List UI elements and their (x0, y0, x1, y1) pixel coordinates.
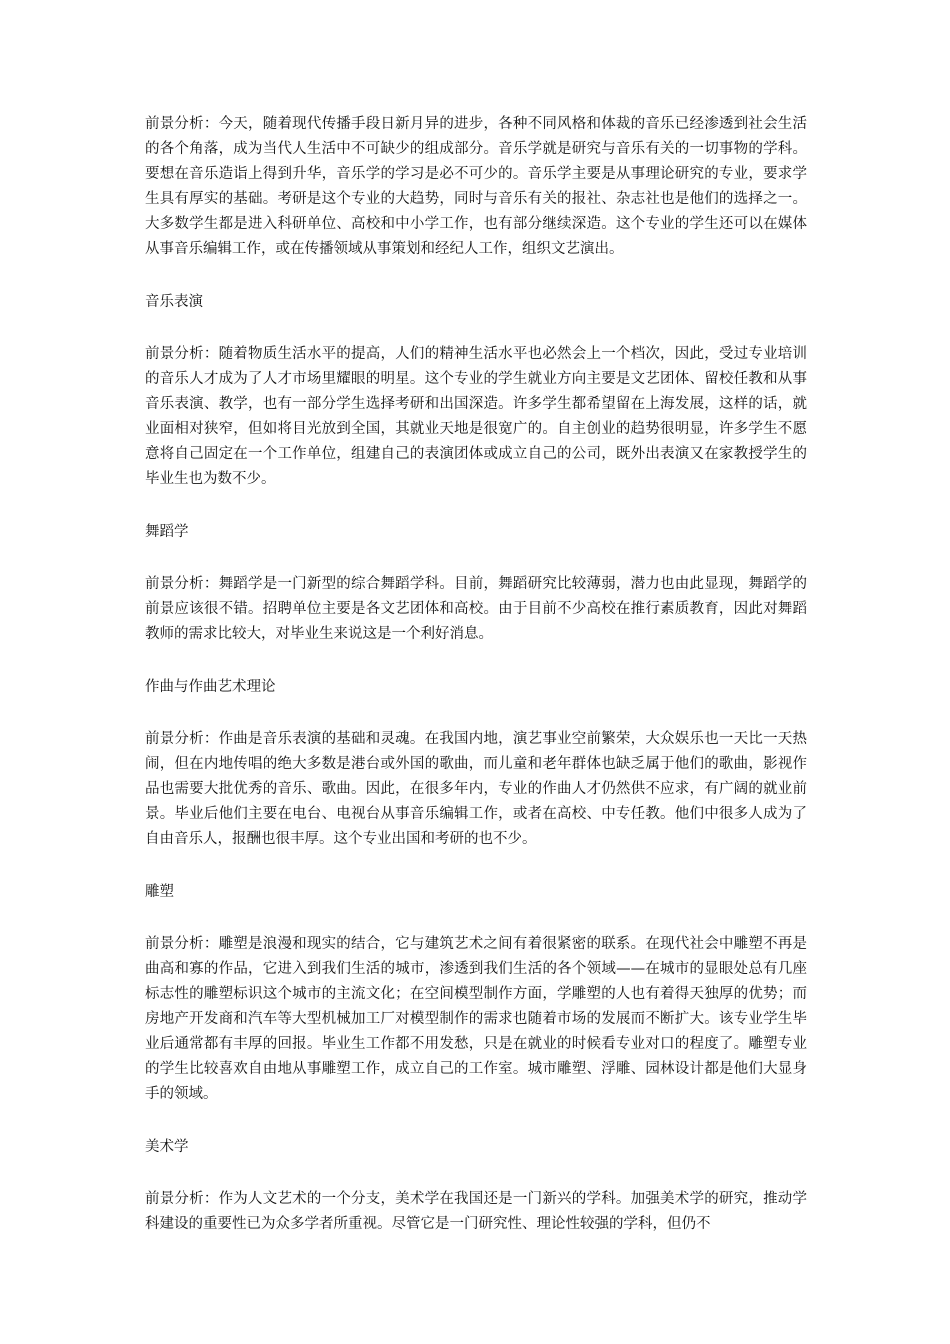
paragraph-composition: 前景分析：作曲是音乐表演的基础和灵魂。在我国内地，演艺事业空前繁荣，大众娱乐也一天比一天热闹，但在内地传唱的绝大多数是港台或外国的歌曲，而儿童和老年群体也缺乏属于他们的歌曲，影视作品也需要大批优秀的音乐、歌曲。因此，在很多年内，专业的作曲人才仍然供不应求，有广阔的就业前景。毕业后他们主要在电台、电视台从事音乐编辑工作，或者在高校、中专任教。他们中很多人成为了自由音乐人，报酬也很丰厚。这个专业出国和考研的也不少。 (145, 731, 807, 847)
paragraph-fine-arts: 前景分析：作为人文艺术的一个分支，美术学在我国还是一门新兴的学科。加强美术学的研究，推动学科建设的重要性已为众多学者所重视。尽管它是一门研究性、理论性较强的学科，但仍不 (145, 1191, 807, 1232)
paragraph-dance-studies: 前景分析：舞蹈学是一门新型的综合舞蹈学科。目前，舞蹈研究比较薄弱，潜力也由此显现，舞蹈学的前景应该很不错。招聘单位主要是各文艺团体和高校。由于目前不少高校在推行素质教育，因此对舞蹈教师的需求比较大，对毕业生来说这是一个利好消息。 (145, 576, 807, 642)
paragraph-music-studies: 前景分析：今天，随着现代传播手段日新月异的进步，各种不同风格和体裁的音乐已经渗透到社会生活的各个角落，成为当代人生活中不可缺少的组成部分。音乐学就是研究与音乐有关的一切事物的学科。要想在音乐造诣上得到升华，音乐学的学习是必不可少的。音乐学主要是从事理论研究的专业，要求学生具有厚实的基础。考研是这个专业的大趋势，同时与音乐有关的报社、杂志社也是他们的选择之一。大多数学生都是进入科研单位、高校和中小学工作，也有部分继续深造。这个专业的学生还可以在媒体从事音乐编辑工作，或在传播领域从事策划和经纪人工作，组织文艺演出。 (145, 116, 807, 257)
heading-music-performance: 音乐表演 (145, 294, 203, 310)
paragraph-sculpture: 前景分析：雕塑是浪漫和现实的结合，它与建筑艺术之间有着很紧密的联系。在现代社会中雕塑不再是曲高和寡的作品，它进入到我们生活的城市，渗透到我们生活的各个领域——在城市的显眼处总有几座标志性的雕塑标识这个城市的主流文化；在空间模型制作方面，学雕塑的人也有着得天独厚的优势；而房地产开发商和汽车等大型机械加工厂对模型制作的需求也随着市场的发展而不断扩大。该专业学生毕业后通常都有丰厚的回报。毕业生工作都不用发愁，只是在就业的时候看专业对口的程度了。雕塑专业的学生比较喜欢自由地从事雕塑工作，成立自己的工作室。城市雕塑、浮雕、园林设计都是他们大显身手的领域。 (145, 936, 807, 1102)
heading-fine-arts: 美术学 (145, 1139, 189, 1155)
heading-sculpture: 雕塑 (145, 884, 174, 900)
heading-dance-studies: 舞蹈学 (145, 524, 189, 540)
document-page (145, 112, 807, 1237)
paragraph-music-performance: 前景分析：随着物质生活水平的提高，人们的精神生活水平也必然会上一个档次，因此，受过专业培训的音乐人才成为了人才市场里耀眼的明星。这个专业的学生就业方向主要是文艺团体、留校任教和从事音乐表演、教学，也有一部分学生选择考研和出国深造。许多学生都希望留在上海发展，这样的话，就业面相对狭窄，但如将目光放到全国，其就业天地是很宽广的。自主创业的趋势很明显，许多学生不愿意将自己固定在一个工作单位，组建自己的表演团体或成立自己的公司，既外出表演又在家教授学生的毕业生也为数不少。 (145, 346, 807, 487)
heading-composition: 作曲与作曲艺术理论 (145, 679, 276, 695)
